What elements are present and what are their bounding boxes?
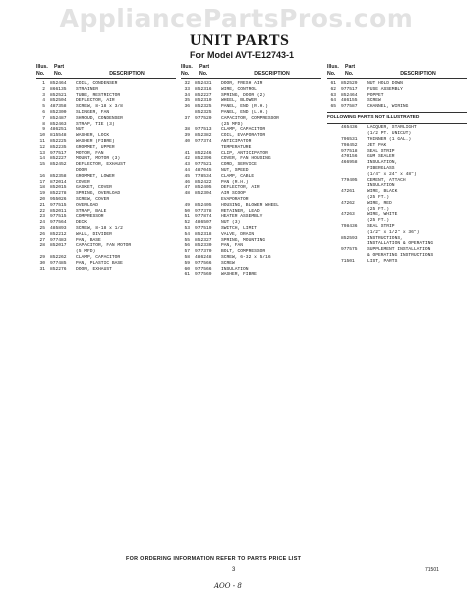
illus-number: 48 [184, 191, 190, 197]
part-description: FIBERGLASS [367, 165, 395, 171]
illus-number: 61 [184, 272, 190, 278]
part-number: 852431 [195, 81, 212, 86]
illus-number: 53 [184, 225, 190, 231]
part-description: PANEL, END (R.H.) [221, 104, 268, 110]
illus-number: 32 [184, 81, 190, 86]
part-number: 487358 [50, 104, 67, 110]
part-number: 852325 [195, 109, 212, 115]
illus-number: 18 [39, 185, 45, 191]
illus-number: 51 [184, 214, 190, 220]
part-description: DECK [76, 220, 88, 226]
part-number: 852318 [195, 231, 212, 237]
part-description: WASHER, FIBRE [221, 272, 257, 278]
illus-number: 63 [330, 92, 336, 98]
part-number: 977518 [341, 148, 358, 154]
part-number: 852405 [195, 202, 212, 208]
part-number: 852327 [195, 237, 212, 243]
illus-number: 15 [39, 162, 45, 168]
illus-number: 41 [184, 150, 190, 156]
part-description: CORD, SERVICE [221, 162, 257, 168]
page-number: 3 [232, 567, 236, 573]
part-description: CAPACITOR, FAN MOTOR [76, 243, 132, 249]
part-description: JET PAK [367, 142, 387, 148]
header-no: No. [345, 70, 354, 77]
illus-number: 52 [184, 220, 190, 226]
illus-number: 37 [184, 115, 190, 121]
part-number: 71501 [341, 258, 355, 264]
parts-column-1 [36, 64, 176, 272]
illus-number: 56 [184, 243, 190, 249]
illus-number: 47 [184, 185, 190, 191]
part-number: 977515 [50, 202, 67, 208]
header-illus: Illus. [36, 64, 48, 70]
part-description: DOOR, EXHAUST [76, 266, 112, 272]
illus-number: 17 [39, 179, 45, 185]
illus-number: 28 [39, 243, 45, 249]
watermark-text: AppliancePartsPros.com [59, 4, 414, 33]
part-number: 852382 [195, 133, 212, 139]
part-description: SLINGER, FAN [76, 109, 110, 115]
part-description: ANTICIPATOR [221, 138, 252, 144]
part-description: TEMPERATURE [221, 144, 252, 150]
part-number: 977370 [195, 249, 212, 255]
part-description: (1/4" x 24" x 48") [367, 171, 417, 177]
part-description: OVERLOAD [76, 202, 99, 208]
page-title: UNIT PARTS [190, 32, 290, 49]
illus-number: 59 [184, 260, 190, 266]
part-number: 486248 [195, 254, 212, 260]
part-number: 852017 [50, 243, 67, 249]
part-description: DEFLECTOR, EXHAUST [76, 162, 126, 168]
parts-list-not-illustrated [327, 125, 467, 264]
part-description: NUT (3) [221, 220, 241, 226]
part-number: 852504 [50, 98, 67, 104]
part-description: WIRE, WHITE [367, 212, 398, 218]
illus-number: 22 [39, 208, 45, 214]
part-number: 852227 [195, 92, 212, 98]
part-number: 977521 [195, 162, 212, 168]
part-description: DOOR, FRESH AIR [221, 81, 263, 86]
part-description: CLAMP, CAPACITOR [221, 127, 266, 133]
part-number: 852325 [195, 104, 212, 110]
illus-number: 54 [184, 231, 190, 237]
part-description: RETAINER, LEAD [221, 208, 260, 214]
illus-number: 42 [184, 156, 190, 162]
part-description: (25 MFD) [221, 121, 244, 127]
part-description: HOUSING, BLOWER WHEEL [221, 202, 279, 208]
illus-number: 25 [39, 225, 45, 231]
part-description: SCREW [221, 260, 235, 266]
illus-number: 61 [330, 81, 336, 86]
part-description: CHANNEL, WIRING [367, 104, 409, 110]
part-description: HEATER ASSEMBLY [221, 214, 263, 220]
part-number: 977519 [195, 225, 212, 231]
part-description: STRAINER [76, 86, 99, 92]
parts-list [181, 81, 321, 278]
illus-number: 62 [330, 86, 336, 92]
part-number: 852212 [50, 231, 67, 237]
part-description: LIST, PARTS [367, 258, 398, 264]
illus-number: 45 [184, 173, 190, 179]
part-number: 977513 [195, 127, 212, 133]
part-number: 487045 [195, 167, 212, 173]
part-description: PAN, PLASTIC BASE [76, 260, 123, 266]
illus-number: 33 [184, 86, 190, 92]
part-description: SHROUD, CONDENSER [76, 115, 123, 121]
part-description: GUM SEALER [367, 154, 395, 160]
part-description: AIR SCOOP [221, 191, 246, 197]
header-part: Part [345, 64, 356, 70]
illus-number: 1 [42, 81, 45, 86]
part-number: 47263 [341, 212, 355, 218]
part-number: 852225 [50, 138, 67, 144]
illus-number: 24 [39, 220, 45, 226]
part-number: 485893 [50, 225, 67, 231]
parts-row [327, 104, 467, 110]
illus-number: 43 [184, 162, 190, 168]
divider [327, 123, 467, 124]
illus-number: 23 [39, 214, 45, 220]
part-description: (25 FT.) [367, 206, 390, 212]
illus-number: 16 [39, 173, 45, 179]
part-description: INSULATION [221, 266, 249, 272]
part-description: SEAL STRIP [367, 148, 395, 154]
part-description: (25 FT.) [367, 194, 390, 200]
illus-number: 34 [184, 92, 190, 98]
part-description: PAN, BASE [76, 237, 101, 243]
part-number: 852300 [50, 109, 67, 115]
part-description: SCREW, 8-18 x 3/8 [76, 104, 123, 110]
part-description: COVER [76, 179, 90, 185]
part-number: 486251 [50, 127, 67, 133]
part-number: 852422 [195, 179, 212, 185]
illus-number: 2 [42, 86, 45, 92]
header-description: DESCRIPTION [109, 70, 145, 77]
header-no: No. [54, 70, 63, 77]
part-description: & OPERATING INSTRUCTIONS [367, 252, 434, 258]
column-header [327, 64, 467, 79]
illus-number: 30 [39, 260, 45, 266]
part-number: 977874 [195, 214, 212, 220]
illus-number: 49 [184, 202, 190, 208]
part-number: 796531 [341, 136, 358, 142]
part-description: POPPET [367, 92, 384, 98]
part-description: WALL, DIVIDER [76, 231, 112, 237]
part-description: COVER, FAN HOUSING [221, 156, 271, 162]
part-description: TUBE, RESTRICTOR [76, 92, 121, 98]
part-number: 852529 [341, 81, 358, 86]
part-description: (1/2" x 1/2" x 36") [367, 229, 420, 235]
part-description: PANEL, END (L.H.) [221, 109, 268, 115]
part-number: 977517 [341, 86, 358, 92]
part-number: 852011 [50, 208, 67, 214]
illus-number: 38 [184, 127, 190, 133]
part-number: 977569 [195, 272, 212, 278]
part-description: COIL, EVAPORATOR [221, 133, 266, 139]
part-description: GASKET, COVER [76, 185, 112, 191]
part-number: 977483 [50, 237, 67, 243]
illus-number [327, 259, 341, 265]
part-number: 852310 [195, 98, 212, 104]
part-description: COMPRESSOR [76, 214, 104, 220]
model-subtitle: For Model AVT-E12743-1 [190, 50, 295, 60]
parts-list [36, 81, 176, 272]
illus-number: 6 [42, 109, 45, 115]
part-description: COIL, CONDENSER [76, 81, 118, 86]
part-description: INSULATION, [367, 160, 398, 166]
part-description: CLAMP, CAPACITOR [76, 254, 121, 260]
part-number: 852330 [195, 243, 212, 249]
part-description: SCREW, COVER [76, 196, 110, 202]
part-number: 977520 [195, 115, 212, 121]
part-description: BOLT, COMPRESSOR [221, 249, 266, 255]
part-description: WIRE, CONTROL [221, 86, 257, 92]
parts-row [181, 272, 321, 278]
part-description: WIRE, BLACK [367, 189, 398, 195]
part-description: SPRING, MOUNTING [221, 237, 266, 243]
part-description: WHEEL, BLOWER [221, 98, 257, 104]
illus-number: 4 [42, 98, 45, 104]
part-description: (1/2 PT. UNICUT) [367, 131, 412, 137]
part-description: CEMENT, ATTACH [367, 177, 406, 183]
part-number: 852452 [50, 162, 67, 168]
illus-number: 9 [42, 127, 45, 133]
part-description: PAN, FAN [221, 243, 244, 249]
part-description: NUT HOLD DOWN [367, 81, 403, 86]
part-number: 852304 [195, 191, 212, 197]
parts-row [36, 267, 176, 273]
illus-number: 27 [39, 237, 45, 243]
part-number: 977374 [195, 138, 212, 144]
part-description: SPRING, OVERLOAD [76, 191, 121, 197]
illus-number: 58 [184, 254, 190, 260]
part-number: 852464 [341, 92, 358, 98]
parts-column-3 [327, 64, 467, 265]
part-description: LACQUER, STARLIGHT [367, 125, 417, 131]
part-description: CLIP, ANTICIPATOR [221, 150, 268, 156]
header-description: DESCRIPTION [254, 70, 290, 77]
illus-number: 39 [184, 133, 190, 139]
part-description: INSULATION [367, 183, 395, 189]
part-number: 798452 [341, 142, 358, 148]
part-number: 852521 [50, 92, 67, 98]
part-number: 815548 [50, 133, 67, 139]
part-description: MOUNT, MOTOR (3) [76, 156, 121, 162]
header-illus: Illus. [181, 64, 193, 70]
part-number: 977566 [195, 260, 212, 266]
illus-number: 21 [39, 202, 45, 208]
part-number: 977378 [195, 208, 212, 214]
form-number: 71501 [425, 567, 439, 573]
illus-number: 57 [184, 249, 190, 255]
part-description: (5 MFD) [76, 249, 96, 255]
part-number: 977517 [50, 150, 67, 156]
part-description: PAN (R.H.) [221, 179, 249, 185]
part-description: CAPACITOR, COMPRESSOR [221, 115, 279, 121]
part-description: WIRE, RED [367, 200, 392, 206]
part-number: 852463 [50, 121, 67, 127]
part-number: 47262 [341, 200, 355, 206]
part-description: THINNER (1 GAL.) [367, 136, 412, 142]
illus-number: 3 [42, 92, 45, 98]
illus-number: 31 [39, 266, 45, 272]
part-number: 470156 [341, 154, 358, 160]
illus-number: 40 [184, 138, 190, 144]
part-number: 466958 [341, 160, 358, 166]
header-no: No. [36, 70, 45, 77]
illus-number: 65 [330, 104, 336, 110]
illus-number: 7 [42, 115, 45, 121]
header-no: No. [199, 70, 208, 77]
part-number: 977564 [50, 220, 67, 226]
illus-number: 44 [184, 167, 190, 173]
part-number: 977587 [341, 104, 358, 110]
illus-number: 14 [39, 156, 45, 162]
part-description: SWITCH, LIMIT [221, 225, 257, 231]
part-description: SPRING, DOOR (2) [221, 92, 266, 98]
part-description: STRAP, TIE (3) [76, 121, 115, 127]
illus-number: 35 [184, 98, 190, 104]
part-number: 866135 [50, 86, 67, 92]
part-number: 852262 [50, 254, 67, 260]
part-description: DEFLECTOR, AIR [221, 185, 260, 191]
illus-number: 5 [42, 104, 45, 110]
part-number: 852396 [195, 156, 212, 162]
part-number: 977566 [195, 266, 212, 272]
parts-list [327, 81, 467, 110]
illus-number: 12 [39, 144, 45, 150]
part-number: 852464 [50, 81, 67, 86]
part-number: 977515 [50, 214, 67, 220]
illus-number: 20 [39, 196, 45, 202]
column-header [36, 64, 176, 79]
part-description: MOTOR, FAN [76, 150, 104, 156]
part-description: EVAPORATOR [221, 196, 249, 202]
parts-row [327, 259, 467, 265]
part-number: 852487 [50, 115, 67, 121]
part-number: 955026 [50, 196, 67, 202]
part-number: 977575 [341, 247, 358, 253]
part-description: FUSE ASSEMBLY [367, 86, 403, 92]
header-description: DESCRIPTION [400, 70, 436, 77]
illus-number: 64 [330, 98, 336, 104]
part-number: 852227 [50, 156, 67, 162]
illus-number: 13 [39, 150, 45, 156]
part-description: GROMMET, UPPER [76, 144, 115, 150]
illus-number: 26 [39, 231, 45, 237]
header-no: No. [327, 70, 336, 77]
part-description: SEAL STRIP [367, 223, 395, 229]
part-number: 852316 [195, 86, 212, 92]
part-number: 486507 [195, 220, 212, 226]
handwritten-mark: AOO - 8 [214, 582, 242, 590]
illus-number: 46 [184, 179, 190, 185]
part-description: GROMMET, LOWER [76, 173, 115, 179]
part-number: 852278 [50, 191, 67, 197]
part-number: 852405 [195, 185, 212, 191]
part-number: 47261 [341, 189, 355, 195]
illus-number: 19 [39, 191, 45, 197]
part-description: VALVE, DRAIN [221, 231, 255, 237]
part-number: 852015 [50, 185, 67, 191]
illus-number: 29 [39, 254, 45, 260]
part-description: SUPPLEMENT INSTALLATION [367, 247, 431, 253]
illus-number: 60 [184, 266, 190, 272]
section-heading: FOLLOWING PARTS NOT ILLUSTRATED [327, 114, 420, 120]
part-description: DEFLECTOR, AIR [76, 98, 115, 104]
column-header [181, 64, 321, 79]
header-no: No. [181, 70, 190, 77]
illus-number: 50 [184, 208, 190, 214]
part-description: DOOR [76, 167, 88, 173]
part-description: INSTALLATION & OPERATING [367, 241, 434, 247]
ordering-note: FOR ORDERING INFORMATION REFER TO PARTS PRICE LIST [126, 556, 302, 562]
part-description: CLAMP, CABLE [221, 173, 255, 179]
part-description: WASHER (FIBRE) [76, 138, 115, 144]
part-description: INSTRUCTIONS, [367, 235, 403, 241]
part-number: 465436 [341, 125, 358, 131]
part-description: NUT, SPEED [221, 167, 249, 173]
header-illus: Illus. [327, 64, 339, 70]
part-description: STRAP, BALE [76, 208, 107, 214]
part-description: WASHER, LOCK [76, 133, 110, 139]
illus-number: 8 [42, 121, 45, 127]
illus-number: 11 [39, 138, 45, 144]
divider [327, 112, 467, 113]
header-part: Part [199, 64, 210, 70]
illus-number: 10 [39, 133, 45, 139]
part-description: NUT [76, 127, 85, 133]
part-number: 852276 [50, 266, 67, 272]
part-number: 852358 [50, 173, 67, 179]
part-description: SCREW, 6-32 x 5/16 [221, 254, 271, 260]
part-number: 486155 [341, 98, 358, 104]
part-number: 872014 [50, 179, 67, 185]
part-number: 852235 [50, 144, 67, 150]
part-number: 798436 [341, 223, 358, 229]
part-number: 977485 [50, 260, 67, 266]
illus-number: 36 [184, 104, 190, 110]
parts-column-2 [181, 64, 321, 278]
part-number: 779405 [341, 177, 358, 183]
part-description: SCREW, 8-18 x 1/2 [76, 225, 123, 231]
part-number: 852246 [195, 150, 212, 156]
illus-number: 55 [184, 237, 190, 243]
header-part: Part [54, 64, 65, 70]
part-number: 852593 [341, 235, 358, 241]
part-description: (25 FT.) [367, 218, 390, 224]
part-description: SCREW [367, 98, 381, 104]
part-number: 778534 [195, 173, 212, 179]
